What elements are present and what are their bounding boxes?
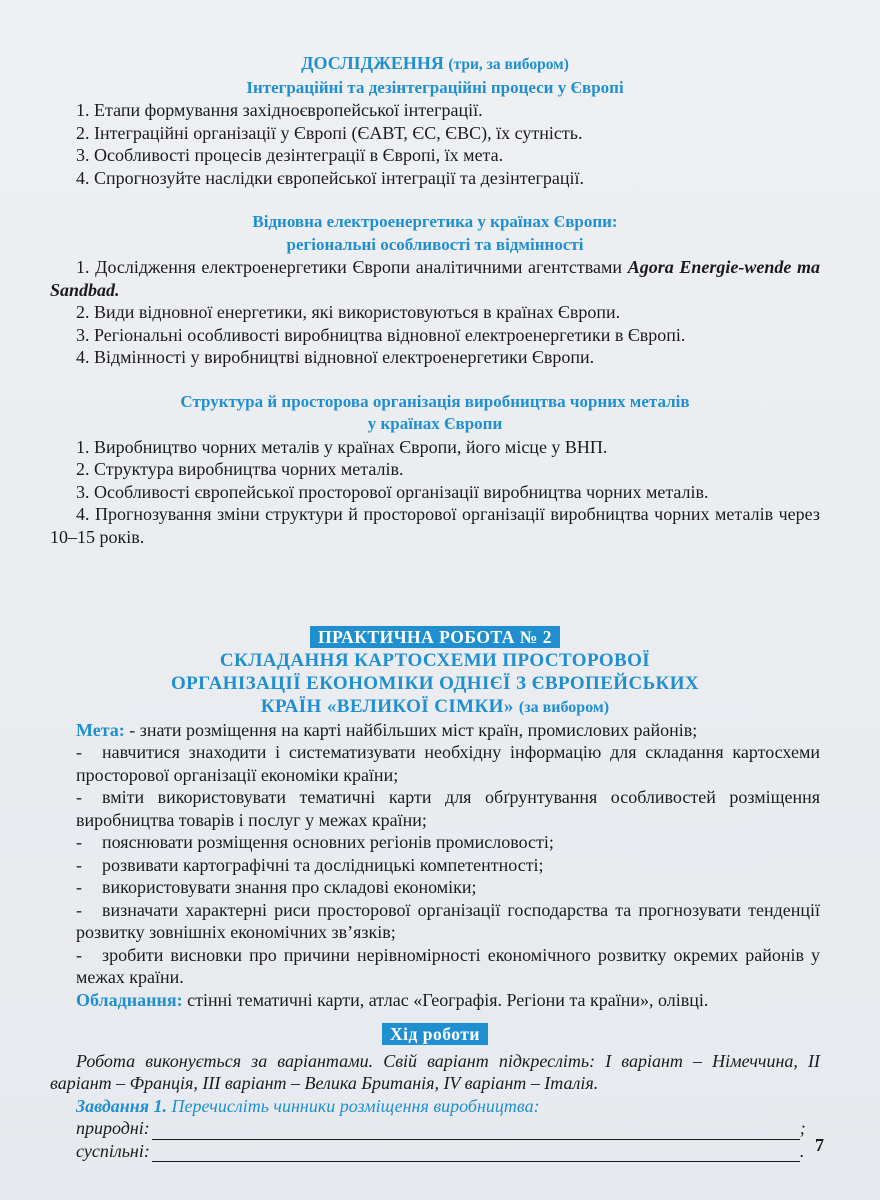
equipment-text: стінні тематичні карти, атлас «Географія. Регіони та країни», олівці.: [187, 989, 709, 1010]
goal-item: [50, 831, 820, 854]
topic-title: регіональні особливості та відмінності: [286, 234, 584, 254]
dash-marker: -: [76, 742, 82, 762]
goal-item-text: пояснювати розміщення основних регіонів промисловості;: [102, 832, 554, 852]
natural-factors-row: [50, 1117, 820, 1140]
dash-marker: -: [76, 787, 82, 807]
practical-title-text: КРАЇН «ВЕЛИКОЇ СІМКИ»: [260, 695, 514, 717]
goal-item: [50, 786, 820, 831]
dash-marker: -: [76, 832, 82, 852]
equipment-line: [50, 989, 820, 1012]
goal-section: [50, 719, 820, 1012]
dash-marker: -: [76, 854, 82, 875]
practical-title-line: [50, 695, 820, 719]
page-number: 7: [815, 1135, 824, 1155]
natural-end: ;: [799, 1118, 806, 1138]
practical-badge-row: [50, 626, 820, 649]
list-item: [50, 256, 820, 301]
social-end: .: [799, 1140, 805, 1161]
topic-items: [50, 256, 820, 369]
goal-text: - знати розміщення на карті найбільших міст країн, промислових районів;: [129, 719, 698, 740]
list-item: 4. Відмінності у виробництві відновної електроенергетики Європи.: [76, 347, 595, 367]
task1-line: [50, 1095, 820, 1118]
task1-text: Перечисліть чинники розміщення виробництва:: [171, 1095, 540, 1116]
goal-item-text: зробити висновки про причини нерівномірності економічного розвитку окремих районів у межах країни.: [76, 944, 820, 987]
topic-title: Інтеграційні та дезінтеграційні процеси у Європі: [246, 77, 624, 97]
goal-first-line: [50, 719, 820, 742]
list-item: 2. Інтеграційні організації у Європі (ЄАВТ, ЄС, ЄВС), їх сутність.: [76, 122, 583, 143]
social-answer-line[interactable]: [152, 1144, 800, 1162]
social-label: суспільні:: [76, 1140, 150, 1161]
list-item: 4. Спрогнозуйте наслідки європейської інтеграції та дезінтеграції.: [76, 167, 585, 188]
variants-text: Робота виконується за варіантами. Свій варіант підкресліть: I варіант – Німеччина, II варіант – Франція, III варіант – Велика Британія, IV варіант – Італія.: [50, 1050, 820, 1093]
equipment-label: Обладнання:: [76, 989, 183, 1010]
topic-items: [50, 436, 820, 549]
page-content: [50, 52, 820, 1162]
practical-title-line: СКЛАДАННЯ КАРТОСХЕМИ ПРОСТОРОВОЇ: [219, 649, 651, 671]
goal-item-text: визначати характерні риси просторової організації господарства та прогнозувати тенденції розвитку зовнішніх економічних зв’язків;: [76, 899, 820, 942]
practical-work-badge: ПРАКТИЧНА РОБОТА № 2: [310, 626, 560, 648]
goal-item: [50, 741, 820, 786]
agency-names: Agora Energie-wende та Sandbad.: [50, 257, 821, 300]
list-item: 1. Виробництво чорних металів у країнах Європи, його місце у ВНП.: [76, 436, 608, 457]
topic-title: Структура й просторова організація виробництва чорних металів: [180, 391, 690, 411]
topic-title: Відновна електроенергетика у країнах Європи:: [252, 212, 618, 231]
goal-item-text: вміти використовувати тематичні карти для обґрунтування особливостей розміщення виробництва товарів і послуг у межах країни;: [76, 787, 820, 830]
goal-item-text: використовувати знання про складові економіки;: [102, 877, 477, 897]
goal-item-text: навчитися знаходити і систематизувати необхідну інформацію для складання картосхеми просторової організації економіки країни;: [76, 742, 820, 785]
goal-label: Мета:: [76, 719, 125, 740]
list-item: 2. Структура виробництва чорних металів.: [76, 459, 404, 479]
practical-title-line: ОРГАНІЗАЦІЇ ЕКОНОМІКИ ОДНІЄЇ З ЄВРОПЕЙСЬКИХ: [170, 672, 700, 694]
research-heading-text: ДОСЛІДЖЕННЯ: [301, 53, 444, 73]
dash-marker: -: [76, 944, 82, 965]
practical-title-note: (за вибором): [518, 698, 610, 716]
list-item: 4. Прогнозування зміни структури й просторової організації виробництва чорних металів через 10–15 років.: [50, 504, 820, 547]
natural-answer-line[interactable]: [152, 1122, 800, 1140]
goal-item: [50, 944, 820, 989]
research-heading-note: (три, за вибором): [448, 56, 569, 73]
task1-label: Завдання 1.: [76, 1095, 168, 1116]
workflow-badge: Хід роботи: [382, 1023, 488, 1045]
goal-item-text: розвивати картографічні та дослідницькі компетентності;: [102, 854, 544, 875]
list-item: 3. Особливості європейської просторової організації виробництва чорних металів.: [76, 481, 709, 502]
list-item: 3. Регіональні особливості виробництва відновної електроенергетики в Європі.: [76, 324, 686, 345]
dash-marker: -: [76, 899, 82, 920]
list-item: 3. Особливості процесів дезінтеграції в Європі, їх мета.: [76, 145, 504, 165]
goal-item: [50, 899, 820, 944]
social-factors-row: [50, 1140, 820, 1163]
item-text: 1. Дослідження електроенергетики Європи аналітичними агентствами: [76, 257, 623, 277]
natural-label: природні:: [76, 1118, 150, 1138]
dash-marker: -: [76, 877, 82, 897]
goal-item: [50, 876, 820, 899]
research-heading: [50, 52, 820, 77]
workflow-badge-row: [50, 1023, 820, 1046]
list-item: 1. Етапи формування західноєвропейської інтеграції.: [76, 100, 483, 120]
list-item: 2. Види відновної енергетики, які використовуються в країнах Європи.: [76, 302, 621, 322]
topic-items: [50, 99, 820, 189]
topic-title: у країнах Європи: [367, 414, 503, 433]
goal-item: [50, 854, 820, 877]
